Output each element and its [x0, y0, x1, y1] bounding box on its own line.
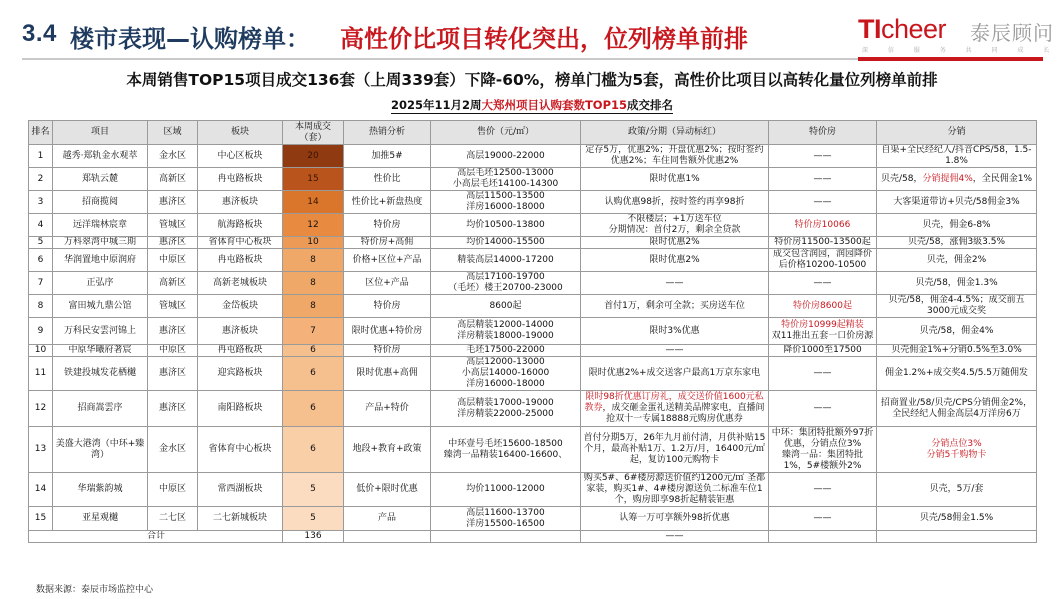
- special-cell: 成交包含润园，润园降价后价格10200-10500: [769, 249, 877, 272]
- policy-cell: 限时98折优惠订房礼，成交送价值1600元私教券，成交砸金蛋礼送精美品牌家电，直播间抢双十一专属18888元购房优惠券: [581, 391, 769, 427]
- rank-cell: 4: [29, 214, 53, 237]
- project-cell: 郑轨云麓: [53, 168, 148, 191]
- special-cell: 特价房10066: [769, 214, 877, 237]
- deals-cell: 6: [283, 345, 344, 357]
- project-cell: 招商揽阅: [53, 191, 148, 214]
- section-title: 楼市表现—认购榜单：: [70, 25, 310, 53]
- block-cell: 二七新城板块: [198, 507, 283, 531]
- price-cell: 均价10500-13800: [431, 214, 581, 237]
- heat-cell: 限时优惠+特价房: [344, 318, 431, 345]
- block-cell: 航海路板块: [198, 214, 283, 237]
- title-bar: [0, 0, 1064, 62]
- block-cell: 惠济板块: [198, 191, 283, 214]
- area-cell: 中原区: [148, 473, 198, 507]
- deals-cell: 6: [283, 357, 344, 391]
- heat-cell: 区位+产品: [344, 272, 431, 295]
- policy-cell: ——: [581, 345, 769, 357]
- special-cell: 特价房8600起: [769, 295, 877, 318]
- price-cell: 精装高层14000-17200: [431, 249, 581, 272]
- block-cell: 南阳路板块: [198, 391, 283, 427]
- area-cell: 惠济区: [148, 237, 198, 249]
- project-cell: 亚星观樾: [53, 507, 148, 531]
- deals-cell: 6: [283, 427, 344, 473]
- rank-cell: 15: [29, 507, 53, 531]
- deals-cell: 15: [283, 168, 344, 191]
- block-cell: 冉屯路板块: [198, 168, 283, 191]
- policy-cell: 限时优惠2%+成交送客户最高1万京东家电: [581, 357, 769, 391]
- project-cell: 越秀·郑轨金水观萃: [53, 145, 148, 168]
- policy-cell: 首付分期5万，26年九月前付清，月供补贴15个月，最高补贴1万、1.2万/月，16400元/㎡起，复访100元购物卡: [581, 427, 769, 473]
- section-highlight: 高性价比项目转化突出，位列榜单前排: [340, 25, 748, 53]
- area-cell: 高新区: [148, 168, 198, 191]
- total-deals-cell: 136: [283, 531, 344, 543]
- area-cell: 管城区: [148, 214, 198, 237]
- block-cell: 冉屯路板块: [198, 249, 283, 272]
- rank-cell: 13: [29, 427, 53, 473]
- column-header-rank: 排名: [29, 121, 53, 145]
- distribution-cell: 贝壳/58，佣金1.3%: [877, 272, 1037, 295]
- distribution-cell: 贝壳/58，涨佣3級3.5%: [877, 237, 1037, 249]
- block-cell: 高新老城板块: [198, 272, 283, 295]
- project-cell: 中原华曦府著宸: [53, 345, 148, 357]
- distribution-cell: 贝壳/58，佣金4-4.5%；成交前五3000元成交奖: [877, 295, 1037, 318]
- data-source-note: 数据来源：泰辰市场监控中心: [36, 585, 154, 595]
- section-number: 3.4: [22, 20, 57, 47]
- distribution-cell: 贝壳/58，佣金4%: [877, 318, 1037, 345]
- policy-cell: 限时优惠2%: [581, 249, 769, 272]
- table-row: [29, 272, 1037, 295]
- table-row: [29, 391, 1037, 427]
- distribution-cell: 贝壳，佣金2%: [877, 249, 1037, 272]
- heat-cell: 低价+限时优惠: [344, 473, 431, 507]
- deals-cell: 20: [283, 145, 344, 168]
- project-cell: 华润置地中原润府: [53, 249, 148, 272]
- area-cell: 中原区: [148, 345, 198, 357]
- heat-cell: 特价房: [344, 345, 431, 357]
- table-caption: 2025年11月2周大郑州项目认购套数TOP15成交排名: [390, 98, 674, 112]
- rank-cell: 10: [29, 345, 53, 357]
- rank-cell: 7: [29, 272, 53, 295]
- special-cell: ——: [769, 391, 877, 427]
- heat-cell: 地段+教育+政策: [344, 427, 431, 473]
- area-cell: 惠济区: [148, 391, 198, 427]
- price-cell: 中环壹号毛坯15600-18500 臻湾一品精装16400-16600、: [431, 427, 581, 473]
- area-cell: 惠济区: [148, 357, 198, 391]
- rank-cell: 9: [29, 318, 53, 345]
- price-cell: 高层毛坯12500-13000 小高层毛坯14100-14300: [431, 168, 581, 191]
- header-accent-divider: [858, 57, 1043, 61]
- heat-cell: 特价房: [344, 295, 431, 318]
- table-header-row: [29, 121, 1037, 145]
- distribution-cell: 贝壳佣金1%+分销0.5%至3.0%: [877, 345, 1037, 357]
- project-cell: 正弘序: [53, 272, 148, 295]
- project-cell: 万科翠湾中城三期: [53, 237, 148, 249]
- area-cell: 金水区: [148, 427, 198, 473]
- price-cell: 毛坯17500-22000: [431, 345, 581, 357]
- column-header-deals: 本周成交（套）: [283, 121, 344, 145]
- area-cell: 高新区: [148, 272, 198, 295]
- deals-cell: 5: [283, 507, 344, 531]
- column-header-area: 区域: [148, 121, 198, 145]
- distribution-cell: 大客渠道带访+贝壳/58佣金3%: [877, 191, 1037, 214]
- special-cell: ——: [769, 168, 877, 191]
- area-cell: 中原区: [148, 249, 198, 272]
- heat-cell: 性价比+新盘热度: [344, 191, 431, 214]
- heat-cell: 价格+区位+产品: [344, 249, 431, 272]
- block-cell: 迎宾路板块: [198, 357, 283, 391]
- special-cell: 降价1000至17500: [769, 345, 877, 357]
- ranking-table: [28, 120, 1037, 543]
- deals-cell: 8: [283, 249, 344, 272]
- column-header-dist: 分销: [877, 121, 1037, 145]
- block-cell: 金岱板块: [198, 295, 283, 318]
- policy-cell: 认购优惠98折，按时签约再享98折: [581, 191, 769, 214]
- column-header-policy: 政策/分期（异动标红）: [581, 121, 769, 145]
- heat-cell: 产品: [344, 507, 431, 531]
- distribution-cell: 贝壳，佣金6-8%: [877, 214, 1037, 237]
- deals-cell: 8: [283, 272, 344, 295]
- column-header-project: 项目: [53, 121, 148, 145]
- policy-cell: 不限楼层；+1万送车位 分期情况：首付2万，剩余全贷款: [581, 214, 769, 237]
- project-cell: 美盛大港湾（中环+臻湾）: [53, 427, 148, 473]
- deals-cell: 8: [283, 295, 344, 318]
- total-empty-cell: [769, 531, 877, 543]
- area-cell: 金水区: [148, 145, 198, 168]
- deals-cell: 5: [283, 473, 344, 507]
- table-row: [29, 145, 1037, 168]
- table-row: [29, 318, 1037, 345]
- special-cell: ——: [769, 272, 877, 295]
- deals-cell: 6: [283, 391, 344, 427]
- project-cell: 万科民安雲河锦上: [53, 318, 148, 345]
- total-policy-cell: ——: [581, 531, 769, 543]
- area-cell: 惠济区: [148, 191, 198, 214]
- price-cell: 均价14000-15500: [431, 237, 581, 249]
- policy-cell: ——: [581, 272, 769, 295]
- price-cell: 高层11600-13700 洋房15500-16500: [431, 507, 581, 531]
- company-logo: [858, 14, 1059, 54]
- total-empty-cell: [431, 531, 581, 543]
- rank-cell: 5: [29, 237, 53, 249]
- special-cell: ——: [769, 507, 877, 531]
- special-cell: ——: [769, 357, 877, 391]
- headline: 本周销售TOP15项目成交136套（上周339套）下降-60%，榜单门槛为5套，高性价比项目以高转化量位列榜单前排: [126, 71, 938, 89]
- area-cell: 惠济区: [148, 318, 198, 345]
- column-header-heat: 热销分析: [344, 121, 431, 145]
- distribution-cell: 招商置业/58/贝壳/CPS分销佣金2%，全民经纪人佣金高层4万洋房6万: [877, 391, 1037, 427]
- rank-cell: 12: [29, 391, 53, 427]
- heat-cell: 加推5#: [344, 145, 431, 168]
- block-cell: 省体育中心板块: [198, 427, 283, 473]
- table-row: [29, 191, 1037, 214]
- distribution-cell: 贝壳/58佣金1.5%: [877, 507, 1037, 531]
- special-cell: 特价房10999起精装 双11推出五套一口价房源: [769, 318, 877, 345]
- column-header-special: 特价房: [769, 121, 877, 145]
- distribution-cell: 自渠+全民经纪人/抖音CPS/58，1.5-1.8%: [877, 145, 1037, 168]
- block-cell: 中心区板块: [198, 145, 283, 168]
- area-cell: 管城区: [148, 295, 198, 318]
- special-cell: ——: [769, 191, 877, 214]
- distribution-cell: 贝壳，5万/套: [877, 473, 1037, 507]
- total-empty-cell: [344, 531, 431, 543]
- project-cell: 远洋瑞林宸章: [53, 214, 148, 237]
- logo-chinese-name: 泰辰顾问: [970, 21, 1054, 45]
- block-cell: 省体育中心板块: [198, 237, 283, 249]
- table-row: [29, 214, 1037, 237]
- deals-cell: 12: [283, 214, 344, 237]
- table-row: [29, 507, 1037, 531]
- table-row: [29, 237, 1037, 249]
- distribution-cell: 贝壳/58，分销提佣4%，全民佣金1%: [877, 168, 1037, 191]
- total-empty-cell: [877, 531, 1037, 543]
- total-label-cell: 合计: [29, 531, 283, 543]
- logo-slogan: 深 信 服 务 共 同 成 长: [862, 47, 1059, 54]
- heat-cell: 性价比: [344, 168, 431, 191]
- policy-cell: 定存5万，优惠2%；开盘优惠2%；按时签约优惠2%；车住同售额外优惠2%: [581, 145, 769, 168]
- project-cell: 富田城九鼎公馆: [53, 295, 148, 318]
- special-cell: ——: [769, 473, 877, 507]
- policy-cell: 限时优惠2%: [581, 237, 769, 249]
- special-cell: ——: [769, 145, 877, 168]
- table-row: [29, 295, 1037, 318]
- policy-cell: 限时3%优惠: [581, 318, 769, 345]
- rank-cell: 1: [29, 145, 53, 168]
- heat-cell: 限时优惠+高佣: [344, 357, 431, 391]
- rank-cell: 6: [29, 249, 53, 272]
- distribution-cell: 佣金1.2%+成交奖4.5/5.5万随佣发: [877, 357, 1037, 391]
- price-cell: 高层17100-19700 （毛坯）楼王20700-23000: [431, 272, 581, 295]
- price-cell: 高层12000-13000 小高层14000-16000 洋房16000-18000: [431, 357, 581, 391]
- block-cell: 惠济板块: [198, 318, 283, 345]
- policy-cell: 首付1万，剩余可全款；买房送车位: [581, 295, 769, 318]
- total-row: [29, 531, 1037, 543]
- heat-cell: 产品+特价: [344, 391, 431, 427]
- rank-cell: 8: [29, 295, 53, 318]
- special-cell: 中环：集团特批额外97折优惠，分销点位3% 臻湾一品：集团特批1%，5#楼额外2%: [769, 427, 877, 473]
- policy-cell: 认筹一万可享额外98折优惠: [581, 507, 769, 531]
- project-cell: 招商嵩雲序: [53, 391, 148, 427]
- table-row: [29, 168, 1037, 191]
- block-cell: 冉屯路板块: [198, 345, 283, 357]
- heat-cell: 特价房: [344, 214, 431, 237]
- special-cell: 特价房11500-13500起: [769, 237, 877, 249]
- project-cell: 铁建投城发花栖樾: [53, 357, 148, 391]
- logo-wordmark: TIcheer: [858, 14, 947, 44]
- price-cell: 均价11000-12000: [431, 473, 581, 507]
- area-cell: 二七区: [148, 507, 198, 531]
- rank-cell: 3: [29, 191, 53, 214]
- rank-cell: 11: [29, 357, 53, 391]
- heat-cell: 特价房+高佣: [344, 237, 431, 249]
- policy-cell: 限时优惠1%: [581, 168, 769, 191]
- deals-cell: 14: [283, 191, 344, 214]
- table-row: [29, 427, 1037, 473]
- table-row: [29, 473, 1037, 507]
- block-cell: 常西湖板块: [198, 473, 283, 507]
- price-cell: 8600起: [431, 295, 581, 318]
- policy-cell: 购买5#、6#楼房源送价值约1200元/㎡ 圣都家装，购买1#、4#楼房源送负二标准车位1个，购房即享98折起精装钜惠: [581, 473, 769, 507]
- rank-cell: 2: [29, 168, 53, 191]
- table-body: [29, 145, 1037, 543]
- rank-cell: 14: [29, 473, 53, 507]
- column-header-block: 板块: [198, 121, 283, 145]
- project-cell: 华瑞紫韵城: [53, 473, 148, 507]
- price-cell: 高层精装12000-14000 洋房精装18000-19000: [431, 318, 581, 345]
- table-row: [29, 345, 1037, 357]
- table-row: [29, 249, 1037, 272]
- price-cell: 高层19000-22000: [431, 145, 581, 168]
- price-cell: 高层11500-13500 洋房16000-18000: [431, 191, 581, 214]
- distribution-cell: 分销点位3% 分销5千购物卡: [877, 427, 1037, 473]
- price-cell: 高层精装17000-19000 洋房精装22000-25000: [431, 391, 581, 427]
- deals-cell: 7: [283, 318, 344, 345]
- table-row: [29, 357, 1037, 391]
- column-header-price: 售价（元/㎡）: [431, 121, 581, 145]
- deals-cell: 10: [283, 237, 344, 249]
